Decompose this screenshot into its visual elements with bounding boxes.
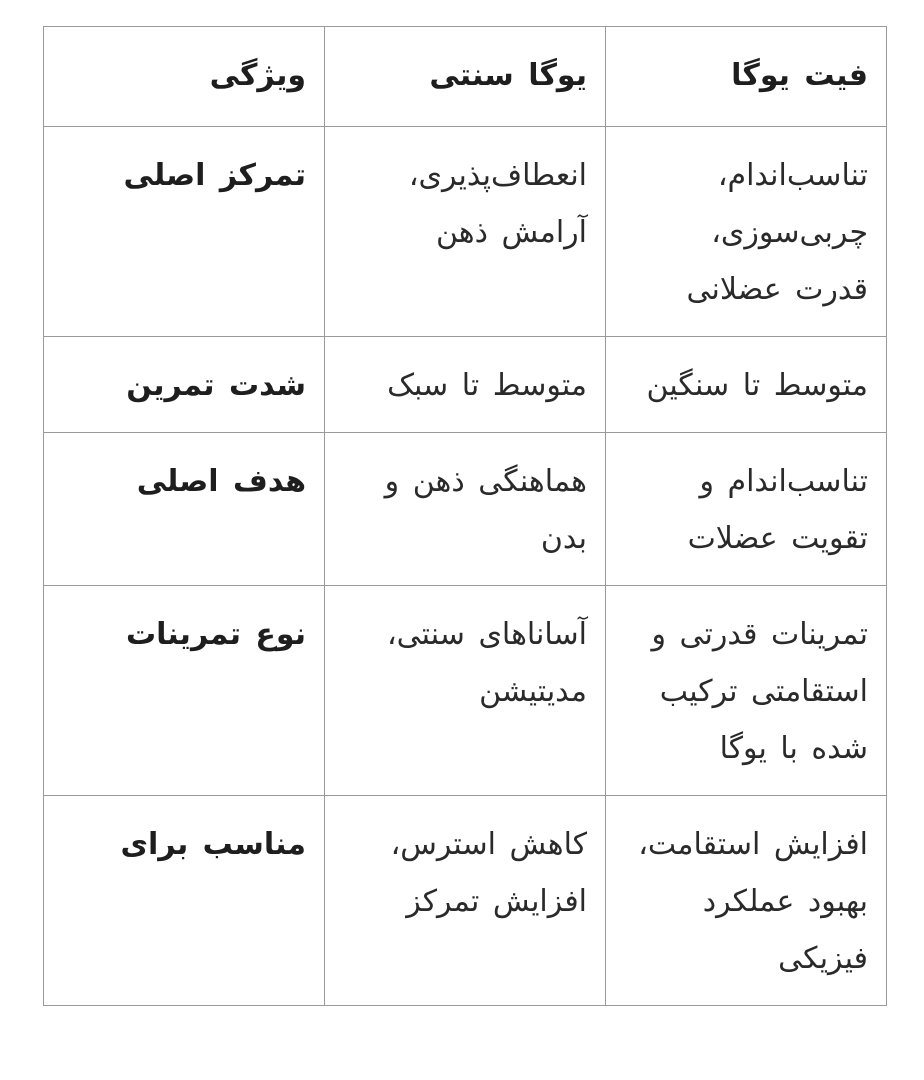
table-row [44,796,887,1006]
fit-yoga-cell [606,796,887,1006]
header-traditional-yoga [325,27,606,127]
fit-yoga-cell [606,586,887,796]
table-row [44,433,887,586]
comparison-table [43,26,887,1006]
fit-yoga-value: تناسب‌اندام، چربی‌سوزی، قدرت عضلانی [686,158,868,307]
feature-label: تمرکز اصلی [123,158,306,193]
fit-yoga-value: تناسب‌اندام و تقویت عضلات [687,464,868,556]
table-row [44,586,887,796]
traditional-yoga-value: آساناهای سنتی، مدیتیشن [386,617,587,709]
table-header-row [44,27,887,127]
fit-yoga-cell [606,433,887,586]
traditional-yoga-cell [325,796,606,1006]
header-feature [44,27,325,127]
table-row [44,337,887,433]
header-fit-yoga-label: فیت یوگا [731,58,868,93]
traditional-yoga-value: متوسط تا سبک [387,368,587,403]
traditional-yoga-cell [325,337,606,433]
fit-yoga-cell [606,127,887,337]
table-row [44,127,887,337]
feature-label: نوع تمرینات [126,617,306,652]
header-feature-label: ویژگی [209,58,306,93]
traditional-yoga-value: انعطاف‌پذیری، آرامش ذهن [408,158,587,250]
traditional-yoga-cell [325,433,606,586]
header-traditional-yoga-label: یوگا سنتی [429,58,587,93]
fit-yoga-value: متوسط تا سنگین [646,368,868,403]
feature-label: هدف اصلی [136,464,306,499]
feature-cell [44,796,325,1006]
fit-yoga-value: افزایش استقامت، بهبود عملکرد فیزیکی [638,827,868,976]
feature-cell [44,127,325,337]
traditional-yoga-cell [325,586,606,796]
traditional-yoga-value: کاهش استرس، افزایش تمرکز [390,827,587,919]
header-fit-yoga [606,27,887,127]
feature-cell [44,433,325,586]
feature-label: شدت تمرین [126,368,306,403]
feature-cell [44,337,325,433]
fit-yoga-cell [606,337,887,433]
traditional-yoga-cell [325,127,606,337]
feature-label: مناسب برای [120,827,306,862]
fit-yoga-value: تمرینات قدرتی و استقامتی ترکیب شده با یوگا [651,617,868,766]
traditional-yoga-value: هماهنگی ذهن و بدن [384,464,587,556]
feature-cell [44,586,325,796]
